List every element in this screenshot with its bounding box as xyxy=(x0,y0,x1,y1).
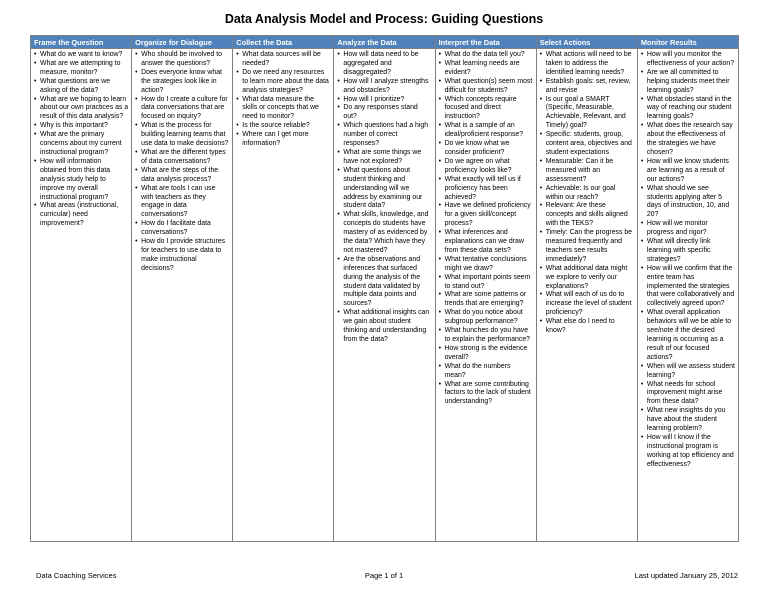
question-item: • What are we hoping to learn about our own practices as a result of this data analysis? xyxy=(34,96,128,123)
question-item: • How will information obtained from this data analysis study help to improve my overall instructional program? xyxy=(34,158,128,203)
question-item: • What do the numbers mean? xyxy=(439,363,533,381)
column-cell xyxy=(233,49,334,542)
question-list xyxy=(337,51,431,345)
question-item: • How will data need to be aggregated and disaggregated? xyxy=(337,51,431,78)
question-item: • How will I prioritize? xyxy=(337,96,431,105)
header-row xyxy=(31,36,739,49)
question-item: • What hunches do you have to explain the performance? xyxy=(439,327,533,345)
question-item: • Does everyone know what the strategies look like in action? xyxy=(135,69,229,96)
question-list xyxy=(34,51,128,229)
footer-page-number: Page 1 of 1 xyxy=(364,571,404,580)
question-item: • Relevant: Are these concepts and skills aligned with the TEKS? xyxy=(540,202,634,229)
question-list xyxy=(540,51,634,336)
question-item: • Specific: students, group, content area, objectives and student expectations xyxy=(540,131,634,158)
column-cell xyxy=(132,49,233,542)
question-item: • How will we know students are learning as a result of our actions? xyxy=(641,158,735,185)
question-item: • Are we all committed to helping students meet their learning goals? xyxy=(641,69,735,96)
footer-organization: Data Coaching Services xyxy=(36,571,117,580)
question-list xyxy=(135,51,229,274)
question-item: • What are tools I can use with teachers as they engage in data conversations? xyxy=(135,185,229,221)
question-item: • When will we assess student learning? xyxy=(641,363,735,381)
question-item: • How do I provide structures for teachers to use data to make instructional decisions? xyxy=(135,238,229,274)
question-item: • Measurable: Can it be measured with an assessment? xyxy=(540,158,634,185)
question-item: • What are the steps of the data analysis process? xyxy=(135,167,229,185)
column-cell xyxy=(435,49,536,542)
question-item: • How will I analyze strengths and obstacles? xyxy=(337,78,431,96)
question-item: • Do we need any resources to learn more about the data analysis strategies? xyxy=(236,69,330,96)
question-item: • What question(s) seem most difficult for students? xyxy=(439,78,533,96)
question-item: • What tentative conclusions might we draw? xyxy=(439,256,533,274)
question-item: • What will directly link learning with specific strategies? xyxy=(641,238,735,265)
column-cell xyxy=(31,49,132,542)
question-item: • What inferences and explanations can we draw from these data sets? xyxy=(439,229,533,256)
question-item: • Do we agree on what proficiency looks like? xyxy=(439,158,533,176)
question-item: • What learning needs are evident? xyxy=(439,60,533,78)
question-item: • Are the observations and inferences that surfaced during the analysis of the student data validated by multiple data points and sources? xyxy=(337,256,431,309)
question-item: • What are we attempting to measure, monitor? xyxy=(34,60,128,78)
question-item: • Establish goals: set, review, and revise xyxy=(540,78,634,96)
column-cell xyxy=(334,49,435,542)
guiding-questions-table xyxy=(30,35,739,542)
question-item: • What skills, knowledge, and concepts do students have mastery of as evidenced by the data? Which have they not mastered? xyxy=(337,211,431,256)
question-item: • Where can I get more information? xyxy=(236,131,330,149)
question-item: • What exactly will tell us if proficiency has been achieved? xyxy=(439,176,533,203)
question-item: • What else do I need to know? xyxy=(540,318,634,336)
question-item: • What additional insights can we gain about student thinking and understanding from the data? xyxy=(337,309,431,345)
column-header: Select Actions xyxy=(536,36,637,49)
column-cell xyxy=(536,49,637,542)
column-header: Analyze the Data xyxy=(334,36,435,49)
question-item: • How do I create a culture for data conversations that are focused on inquiry? xyxy=(135,96,229,123)
question-item: • How will we confirm that the entire team has implemented the strategies that were collaboratively and collectively agreed upon? xyxy=(641,265,735,310)
question-item: • What are some contributing factors to the lack of student understanding? xyxy=(439,381,533,408)
question-item: • What should we see students applying after 5 days of instruction, 10, and 20? xyxy=(641,185,735,221)
question-list xyxy=(641,51,735,470)
question-item: • What does the research say about the effectiveness of the strategies we have chosen? xyxy=(641,122,735,158)
question-item: • What are some things we have not explored? xyxy=(337,149,431,167)
question-item: • What do the data tell you? xyxy=(439,51,533,60)
column-cell xyxy=(637,49,738,542)
column-header: Organize for Dialogue xyxy=(132,36,233,49)
question-item: • What actions will need to be taken to address the identified learning needs? xyxy=(540,51,634,78)
footer-last-updated: Last updated January 25, 2012 xyxy=(634,571,738,580)
question-item: • What are some patterns or trends that are emerging? xyxy=(439,291,533,309)
question-item: • How do I facilitate data conversations? xyxy=(135,220,229,238)
column-header: Monitor Results xyxy=(637,36,738,49)
question-item: • What is the process for building learning teams that use data to make decisions? xyxy=(135,122,229,149)
question-item: • How will I know if the instructional program is working at top efficiency and effectiveness? xyxy=(641,434,735,470)
column-header: Interpret the Data xyxy=(435,36,536,49)
question-item: • What new insights do you have about the student learning problem? xyxy=(641,407,735,434)
question-item: • What do you notice about subgroup performance? xyxy=(439,309,533,327)
question-item: • What additional data might we explore to verify our explanations? xyxy=(540,265,634,292)
question-item: • What are the different types of data conversations? xyxy=(135,149,229,167)
question-item: • What is a sample of an ideal/proficient response? xyxy=(439,122,533,140)
question-list xyxy=(439,51,533,407)
question-item: • Which questions had a high number of correct responses? xyxy=(337,122,431,149)
question-item: • Is our goal a SMART (Specific, Measurable, Achievable, Relevant, and Timely) goal? xyxy=(540,96,634,132)
content-row xyxy=(31,49,739,542)
page-title: Data Analysis Model and Process: Guiding Questions xyxy=(224,12,544,26)
column-header: Collect the Data xyxy=(233,36,334,49)
question-item: • How will you monitor the effectiveness of your action? xyxy=(641,51,735,69)
question-item: • Why is this important? xyxy=(34,122,128,131)
column-header: Frame the Question xyxy=(31,36,132,49)
question-item: • What important points seem to stand out? xyxy=(439,274,533,292)
question-item: • What data sources will be needed? xyxy=(236,51,330,69)
question-item: • What obstacles stand in the way of reaching our student learning goals? xyxy=(641,96,735,123)
question-item: • Achievable: Is our goal within our reach? xyxy=(540,185,634,203)
question-item: • What overall application behaviors will we be able to see/note if the desired learning is occurring as a result of our focused actions? xyxy=(641,309,735,362)
question-item: • What needs for school improvement might arise from these data? xyxy=(641,381,735,408)
question-item: • What questions about student thinking and understanding will we address by examining our student data? xyxy=(337,167,431,212)
question-item: • What do we want to know? xyxy=(34,51,128,60)
question-item: • Do we know what we consider proficient? xyxy=(439,140,533,158)
question-item: • What data measure the skills or concepts that we need to monitor? xyxy=(236,96,330,123)
question-item: • Is the source reliable? xyxy=(236,122,330,131)
question-item: • Who should be involved to answer the questions? xyxy=(135,51,229,69)
question-item: • How will we monitor progress and rigor? xyxy=(641,220,735,238)
question-list xyxy=(236,51,330,149)
question-item: • What are the primary concerns about my current instructional program? xyxy=(34,131,128,158)
question-item: • Do any responses stand out? xyxy=(337,104,431,122)
question-item: • Which concepts require focused and direct instruction? xyxy=(439,96,533,123)
question-item: • Have we defined proficiency for a given skill/concept process? xyxy=(439,202,533,229)
question-item: • What areas (instructional, curricular) need improvement? xyxy=(34,202,128,229)
question-item: • What will each of us do to increase the level of student proficiency? xyxy=(540,291,634,318)
question-item: • What questions are we asking of the data? xyxy=(34,78,128,96)
question-item: • How strong is the evidence overall? xyxy=(439,345,533,363)
question-item: • Timely: Can the progress be measured frequently and teachers see results immediately? xyxy=(540,229,634,265)
